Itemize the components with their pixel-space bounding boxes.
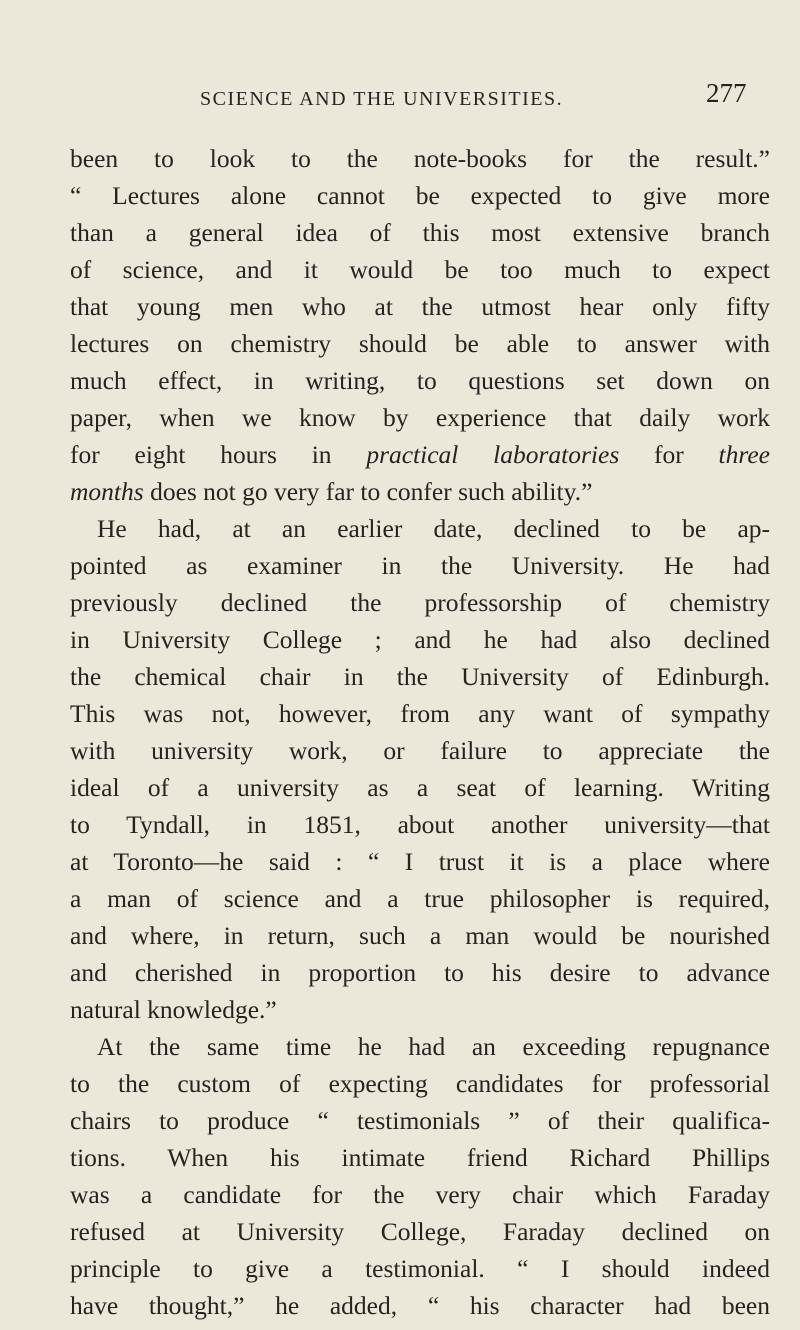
text-line: paper, when we know by experience that daily work <box>70 403 770 432</box>
text-line: principle to give a testimonial. “ I should indeed <box>70 1254 770 1283</box>
text-line: a man of science and a true philosopher is required, <box>70 884 770 913</box>
text-line: to Tyndall, in 1851, about another university—that <box>70 810 770 839</box>
text-line: lectures on chemistry should be able to answer with <box>70 329 770 358</box>
text-line: that young men who at the utmost hear only fifty <box>70 292 770 321</box>
paragraph-first-line: At the same time he had an exceeding repugnance <box>97 1032 770 1061</box>
text-line: and where, in return, such a man would be nourished <box>70 921 770 950</box>
italic-phrase: months <box>70 477 144 506</box>
text-line: the chemical chair in the University of Edinburgh. <box>70 662 770 691</box>
body-text <box>70 140 770 1324</box>
text-line: to the custom of expecting candidates for professorial <box>70 1069 770 1098</box>
text-line: at Toronto—he said : “ I trust it is a place where <box>70 847 770 876</box>
text-line: with university work, or failure to appreciate the <box>70 736 770 765</box>
italic-phrase: three <box>718 440 770 469</box>
text-line: in University College ; and he had also declined <box>70 625 770 654</box>
text-line: been to look to the note-books for the result.” <box>70 144 770 173</box>
text-line: “ Lectures alone cannot be expected to give more <box>70 181 770 210</box>
text-line: much effect, in writing, to questions set down on <box>70 366 770 395</box>
text-line: for eight hours in practical laboratories for three <box>70 440 770 469</box>
text-line: This was not, however, from any want of sympathy <box>70 699 770 728</box>
text-line: than a general idea of this most extensive branch <box>70 218 770 247</box>
text-line: previously declined the professorship of chemistry <box>70 588 770 617</box>
text-line: have thought,” he added, “ his character had been <box>70 1291 770 1320</box>
text-line: and cherished in proportion to his desire to advance <box>70 958 770 987</box>
text-line: chairs to produce “ testimonials ” of their qualifica- <box>70 1106 770 1135</box>
text-line: tions. When his intimate friend Richard Phillips <box>70 1143 770 1172</box>
text-line: natural knowledge.” <box>70 995 277 1024</box>
page-number: 277 <box>706 78 747 108</box>
text-line: of science, and it would be too much to expect <box>70 255 770 284</box>
paragraph-first-line: He had, at an earlier date, declined to be ap- <box>97 514 770 543</box>
text-line: months does not go very far to confer such ability.” <box>70 477 593 506</box>
text-line: ideal of a university as a seat of learning. Writing <box>70 773 770 802</box>
italic-phrase: practical laboratories <box>366 440 620 469</box>
text-line: refused at University College, Faraday declined on <box>70 1217 770 1246</box>
text-line: pointed as examiner in the University. He had <box>70 551 770 580</box>
running-head: SCIENCE AND THE UNIVERSITIES. <box>200 88 564 110</box>
text-line: was a candidate for the very chair which Faraday <box>70 1180 770 1209</box>
